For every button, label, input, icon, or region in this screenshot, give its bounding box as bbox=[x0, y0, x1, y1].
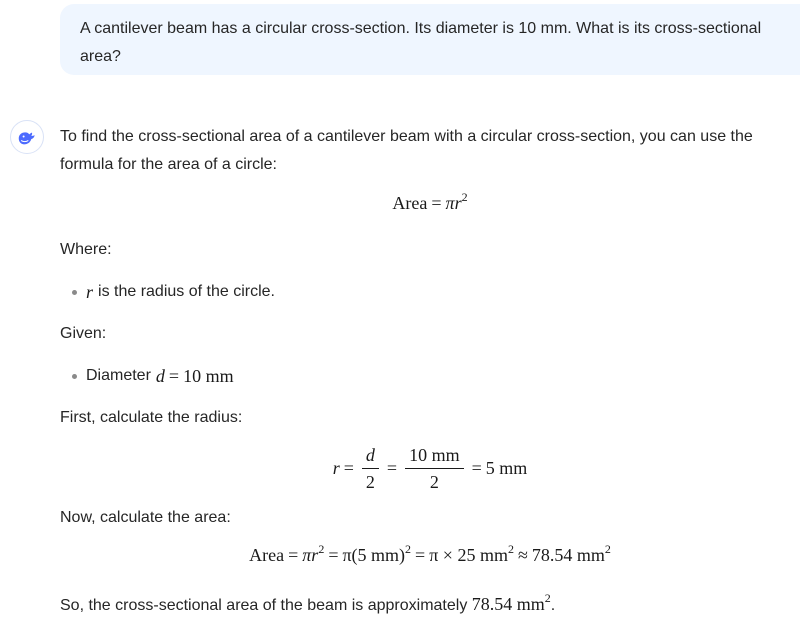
assistant-avatar bbox=[10, 120, 44, 154]
area-eq2: = bbox=[328, 545, 339, 565]
area-approx: ≈ bbox=[517, 545, 528, 565]
given-bullet-text: Diameter bbox=[86, 367, 151, 384]
conclusion bbox=[60, 590, 555, 620]
area-result: 78.54 mm bbox=[531, 545, 605, 565]
whale-logo-icon bbox=[16, 126, 38, 148]
area-r: r bbox=[311, 545, 319, 565]
radius-eq1: = bbox=[343, 458, 354, 478]
area-lhs: Area bbox=[249, 545, 285, 565]
fraction-denominator: 2 bbox=[429, 472, 439, 492]
bullet-dot bbox=[72, 290, 77, 295]
area-eq3: = bbox=[415, 545, 426, 565]
area-step3: π × 25 mm bbox=[429, 545, 508, 565]
area-equation bbox=[0, 542, 800, 566]
radius-eq3: = bbox=[471, 458, 482, 478]
fraction-numerator: 10 mm bbox=[405, 444, 464, 469]
area-exp1: 2 bbox=[318, 542, 325, 556]
fraction-numerator: d bbox=[362, 444, 379, 469]
formula-exponent: 2 bbox=[461, 190, 468, 204]
where-label: Where: bbox=[60, 241, 112, 258]
given-bullet-eq: = bbox=[168, 366, 180, 386]
given-label: Given: bbox=[60, 325, 107, 342]
formula-lhs: Area bbox=[392, 193, 428, 213]
area-exp4: 2 bbox=[604, 542, 611, 556]
area-exp2: 2 bbox=[405, 542, 412, 556]
area-eq1: = bbox=[288, 545, 299, 565]
area-exp3: 2 bbox=[507, 542, 514, 556]
radius-eq2: = bbox=[386, 458, 398, 478]
given-bullet-value: 10 mm bbox=[183, 366, 234, 386]
bullet-dot bbox=[72, 374, 77, 379]
radius-label: First, calculate the radius: bbox=[60, 409, 243, 426]
fraction-d-over-2 bbox=[362, 444, 379, 493]
formula-r: r bbox=[454, 193, 462, 213]
where-bullet-var: r bbox=[86, 282, 94, 302]
radius-lhs: r bbox=[332, 458, 340, 478]
user-message-bubble bbox=[60, 4, 800, 75]
fraction-denominator: 2 bbox=[365, 472, 375, 492]
area-pi: π bbox=[302, 545, 312, 565]
conclusion-end: . bbox=[550, 597, 556, 614]
user-message-text: A cantilever beam has a circular cross-section. Its diameter is 10 mm. What is its cross-sectional area? bbox=[80, 20, 762, 65]
formula-pi: π bbox=[445, 193, 455, 213]
conclusion-value: 78.54 mm bbox=[471, 594, 545, 614]
where-bullet bbox=[72, 278, 275, 306]
radius-equation bbox=[0, 444, 800, 493]
conclusion-exp: 2 bbox=[544, 591, 551, 605]
conclusion-text: So, the cross-sectional area of the beam is approximately bbox=[60, 597, 468, 614]
given-bullet bbox=[72, 362, 234, 390]
area-step2: π(5 mm) bbox=[342, 545, 406, 565]
area-formula bbox=[0, 190, 800, 214]
radius-result: 5 mm bbox=[485, 458, 528, 478]
where-bullet-text: is the radius of the circle. bbox=[98, 283, 275, 300]
fraction-10mm-over-2 bbox=[405, 444, 464, 493]
formula-equals: = bbox=[431, 193, 442, 213]
area-label: Now, calculate the area: bbox=[60, 509, 231, 526]
answer-intro: To find the cross-sectional area of a cantilever beam with a circular cross-section, you can use the formula for the area of a circle: bbox=[60, 128, 753, 173]
given-bullet-var: d bbox=[155, 366, 165, 386]
